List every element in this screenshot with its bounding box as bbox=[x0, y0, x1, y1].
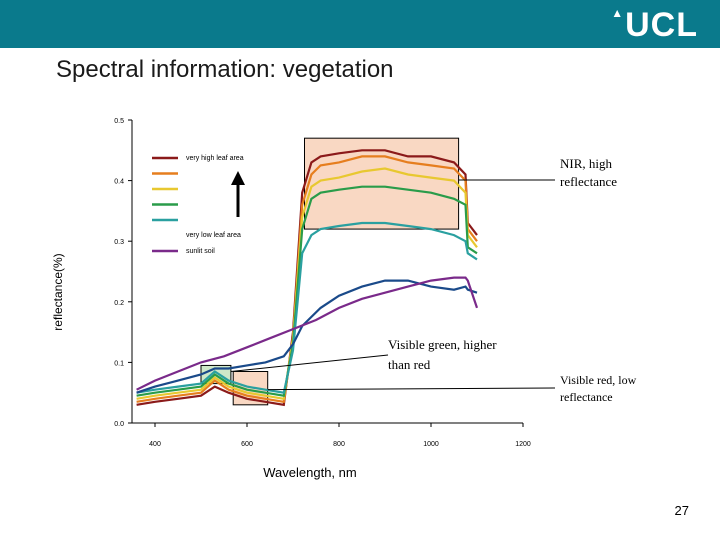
annotation-nir-line1: NIR, high bbox=[560, 156, 612, 171]
y-tick-label: 0.4 bbox=[114, 178, 124, 186]
red-leader-line bbox=[268, 388, 555, 390]
page-number: 27 bbox=[674, 503, 689, 518]
y-tick-label: 0.3 bbox=[114, 239, 124, 247]
legend bbox=[152, 155, 245, 255]
annotation-red-line2: reflectance bbox=[560, 390, 613, 404]
annotation-green-line1: Visible green, higher bbox=[388, 337, 497, 352]
legend-label-low: very low leaf area bbox=[186, 232, 241, 239]
x-tick-label: 800 bbox=[333, 441, 345, 448]
y-tick-label: 0.5 bbox=[114, 118, 124, 125]
y-ticks bbox=[114, 118, 132, 428]
x-ticks bbox=[149, 423, 531, 448]
legend-label-high: very high leaf area bbox=[186, 155, 244, 162]
series-line-7 bbox=[137, 278, 477, 390]
annotation-green-line2: than red bbox=[388, 357, 431, 372]
annotation-nir-line2: reflectance bbox=[560, 174, 618, 189]
arrow-head-icon bbox=[231, 171, 245, 185]
annotation-red-line1: Visible red, low bbox=[560, 373, 637, 387]
x-axis-label: Wavelength, nm bbox=[263, 465, 357, 480]
ucl-logo: ▲UCL bbox=[611, 6, 698, 44]
x-tick-label: 600 bbox=[241, 441, 253, 448]
y-tick-label: 0.1 bbox=[114, 360, 124, 368]
y-tick-label: 0.2 bbox=[114, 299, 124, 307]
x-tick-label: 1000 bbox=[423, 441, 439, 448]
x-tick-label: 400 bbox=[149, 441, 161, 448]
x-tick-label: 1200 bbox=[515, 441, 531, 448]
slide-title: Spectral information: vegetation bbox=[56, 56, 394, 83]
y-axis-label: reflectance(%) bbox=[51, 253, 65, 331]
legend-label-soil: sunlit soil bbox=[186, 248, 215, 255]
y-tick-label: 0.0 bbox=[114, 421, 124, 428]
nir-highlight-box bbox=[305, 138, 459, 229]
